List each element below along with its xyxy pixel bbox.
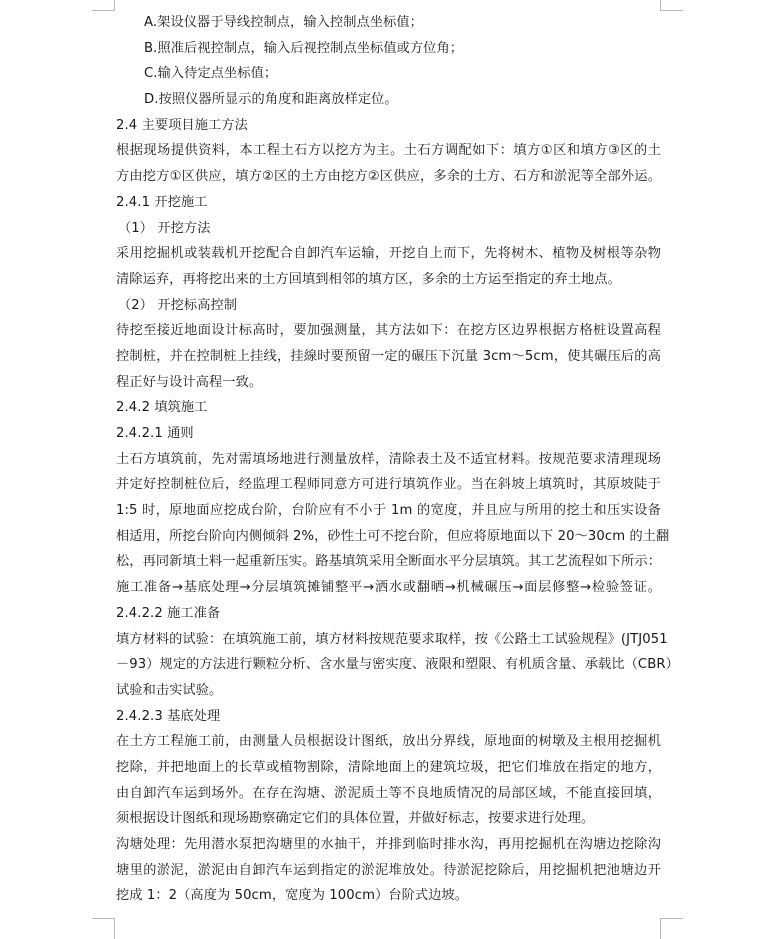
text-line: 相适用，所挖台阶向内侧倾斜 2%，砂性土可不挖台阶，但应将原地面以下 20～30cm 的土翻: [116, 528, 670, 544]
text-line: 塘里的淤泥，淤泥由自卸汽车运到指定的淤泥堆放处。待淤泥挖除后，用挖掘机把池塘边开: [116, 862, 661, 878]
page-corner-mark-bottom-right: [660, 918, 683, 939]
text-line: 清除运弃，再将挖出来的土方回填到相邻的填方区，多余的土方运至指定的弃土地点。: [116, 271, 621, 287]
page-corner-mark-top-left: [92, 0, 115, 11]
page-corner-mark-bottom-left: [92, 918, 115, 939]
text-line: 并定好控制桩位后，经监理工程师同意方可进行填筑作业。当在斜坡上填筑时，其原坡陡于: [116, 477, 661, 493]
section-heading: 2.4.2.3 基底处理: [116, 708, 221, 724]
text-line: 程正好与设计高程一致。: [116, 374, 263, 390]
text-line: 施工准备→基底处理→分层填筑摊铺整平→洒水或翻晒→机械碾压→面层修整→检验签证。: [116, 580, 661, 596]
page-corner-mark-top-right: [660, 0, 683, 11]
text-line: 采用挖掘机或装载机开挖配合自卸汽车运输，开挖自上而下，先将树木、植物及树根等杂物: [116, 246, 661, 262]
text-line: （1） 开挖方法: [118, 220, 211, 236]
text-line: 试验和击实试验。: [116, 682, 223, 698]
text-line: C.输入待定点坐标值；: [144, 66, 278, 82]
text-line: 松，再同新填土料一起重新压实。路基填筑采用全断面水平分层填筑。其工艺流程如下所示：: [116, 554, 661, 570]
text-line: （2） 开挖标高控制: [118, 297, 238, 313]
text-line: A.架设仪器于导线控制点，输入控制点坐标值；: [144, 15, 423, 30]
text-line: 须根据设计图纸和现场勘察确定它们的具体位置，并做好标志，按要求进行处理。: [116, 811, 595, 827]
text-line: 沟塘处理：先用潜水泵把沟塘里的水抽干，并排到临时排水沟，再用挖掘机在沟塘边挖除沟: [116, 837, 661, 852]
section-heading: 2.4.2.1 通则: [116, 426, 194, 441]
text-line: 方由挖方①区供应，填方②区的土方由挖方②区供应，多余的土方、石方和淤泥等全部外运。: [116, 169, 661, 185]
document-body: [116, 10, 679, 909]
section-heading: 2.4.2 填筑施工: [116, 400, 208, 416]
text-line: 待挖至接近地面设计标高时，要加强测量，其方法如下：在挖方区边界根据方格桩设置高程: [116, 323, 661, 339]
text-line: 根据现场提供资料，本工程土石方以挖方为主。土石方调配如下：填方①区和填方③区的土: [116, 143, 661, 159]
text-line: －93）规定的方法进行颗粒分析、含水量与密实度、液限和塑限、有机质含量、承载比（CBR）: [116, 657, 679, 673]
section-heading: 2.4.2.2 施工准备: [116, 605, 221, 621]
text-line: 在土方工程施工前，由测量人员根据设计图纸，放出分界线，原地面的树墩及主根用挖掘机: [116, 734, 661, 750]
text-line: D.按照仪器所显示的角度和距离放样定位。: [144, 92, 398, 108]
text-line: 1:5 时，原地面应挖成台阶，台阶应有不小于 1m 的宽度，并且应与所用的挖土和压实设备: [116, 503, 661, 519]
text-line: 土石方填筑前，先对需填场地进行测量放样，清除表土及不适宜材料。按规范要求清理现场: [116, 451, 661, 467]
text-line: 控制桩，并在控制桩上挂线，挂線时要预留一定的碾压下沉量 3cm～5cm，使其碾压后的高: [116, 348, 661, 364]
section-heading: 2.4 主要项目施工方法: [116, 117, 248, 133]
text-line: 挖除，并把地面上的长草或植物割除，清除地面上的建筑垃圾，把它们堆放在指定的地方，: [116, 759, 661, 775]
text-line: 挖成 1：2（高度为 50cm，宽度为 100cm）台阶式边坡。: [116, 888, 469, 904]
text-line: 填方材料的试验：在填筑施工前，填方材料按规范要求取样，按《公路土工试验规程》(JTJ051: [116, 631, 668, 647]
text-line: B.照准后视控制点，输入后视控制点坐标值或方位角；: [144, 40, 464, 56]
text-line: 由自卸汽车运到场外。在存在沟塘、淤泥质土等不良地质情况的局部区域，不能直接回填，: [116, 785, 661, 801]
section-heading: 2.4.1 开挖施工: [116, 194, 208, 210]
